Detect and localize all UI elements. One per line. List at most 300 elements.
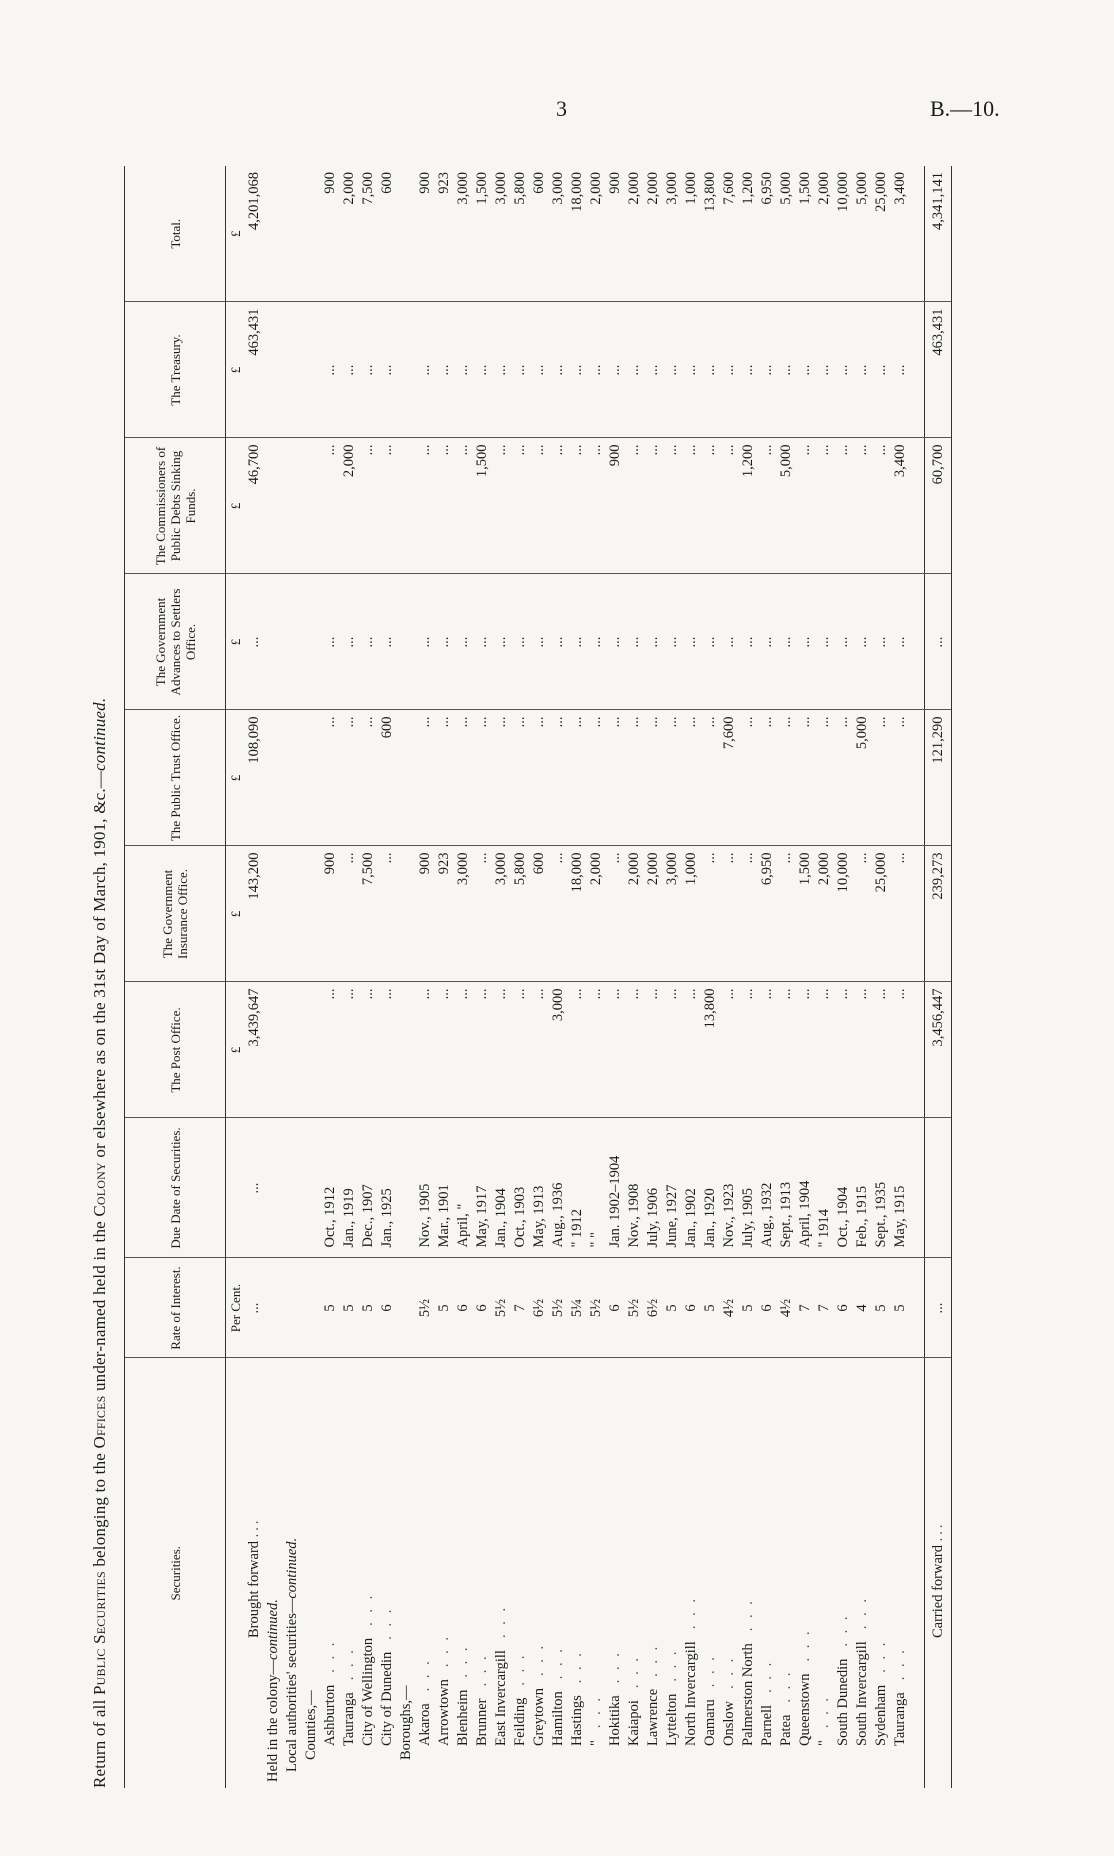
commissioners-value: ...	[492, 438, 511, 574]
commissioners-value: ...	[435, 438, 454, 574]
header-advances-office: The Government Advances to Settlers Office.	[125, 574, 226, 710]
security-name-text: Onslow	[721, 1700, 737, 1746]
insurance-value: 2,000	[815, 846, 834, 982]
post-office-value: ...	[454, 982, 473, 1118]
rate-of-interest: 6	[758, 1258, 777, 1358]
table-row	[416, 166, 435, 1788]
table-row	[530, 166, 549, 1788]
insurance-value: 2,000	[587, 846, 606, 982]
rate-of-interest: 7	[511, 1258, 530, 1358]
security-name	[378, 1358, 397, 1788]
cell	[264, 982, 283, 1118]
security-name	[321, 1358, 340, 1788]
total-value: 600	[378, 166, 397, 302]
dots: ...	[929, 1302, 946, 1314]
due-date: May, 1913	[530, 1118, 549, 1258]
due-date: Jan., 1904	[492, 1118, 511, 1258]
post-office-value: ...	[587, 982, 606, 1118]
security-name	[625, 1358, 644, 1788]
heading-text: continued.	[265, 1599, 281, 1660]
cell	[302, 574, 321, 710]
advances-value: ...	[321, 574, 340, 710]
commissioners-value: ...	[720, 438, 739, 574]
cell	[397, 438, 416, 574]
treasury-value: ...	[359, 302, 378, 438]
security-name	[473, 1358, 492, 1788]
rate-of-interest: 5½	[492, 1258, 511, 1358]
total-value: 5,800	[511, 166, 530, 302]
commissioners-value: ...	[359, 438, 378, 574]
security-name-text: Palmerston North	[740, 1643, 756, 1746]
cell	[226, 1358, 246, 1788]
total-value: 18,000	[568, 166, 587, 302]
dots: ...	[246, 1517, 262, 1538]
security-name	[720, 1358, 739, 1788]
security-name	[492, 1358, 511, 1788]
due-date: Mar., 1901	[435, 1118, 454, 1258]
title-text: continued.	[90, 697, 109, 771]
table-row	[321, 166, 340, 1788]
title-text: under-named held in the	[90, 1216, 109, 1396]
rate-of-interest: 4½	[720, 1258, 739, 1358]
public-trust-value: ...	[606, 710, 625, 846]
header-treasury: The Treasury.	[125, 302, 226, 438]
rate-of-interest: 5½	[549, 1258, 568, 1358]
advances-value: ...	[834, 574, 853, 710]
rate-of-interest: 5	[435, 1258, 454, 1358]
security-name-text: City of Dunedin	[379, 1651, 395, 1746]
table-row	[378, 166, 397, 1788]
cell	[910, 1118, 925, 1258]
cell	[910, 1358, 925, 1788]
public-trust-value: ...	[568, 710, 587, 846]
advances-value: ...	[340, 574, 359, 710]
public-trust-value: ...	[663, 710, 682, 846]
cell	[397, 710, 416, 846]
rotated-table-block	[82, 168, 1002, 1788]
cell	[264, 710, 283, 846]
advances-value: ...	[492, 574, 511, 710]
bf-trust: 108,090	[245, 710, 264, 846]
treasury-value: ...	[853, 302, 872, 438]
total-value: 3,000	[454, 166, 473, 302]
security-name	[511, 1358, 530, 1788]
cell	[910, 982, 925, 1118]
cell	[226, 1118, 246, 1258]
table-row	[606, 166, 625, 1788]
security-name-text: Ashburton	[322, 1684, 338, 1746]
rate-of-interest: 5	[872, 1258, 891, 1358]
insurance-value: 600	[530, 846, 549, 982]
commissioners-value: ...	[587, 438, 606, 574]
post-office-value: ...	[796, 982, 815, 1118]
post-office-value: ...	[378, 982, 397, 1118]
treasury-value: ...	[530, 302, 549, 438]
cell	[283, 574, 302, 710]
security-name-text: "	[816, 1740, 832, 1746]
unit-commissioners: £	[226, 438, 246, 574]
heading-text: continued.	[284, 1537, 300, 1599]
insurance-value: ...	[739, 846, 758, 982]
heading-row-counties	[302, 166, 321, 1788]
advances-value: ...	[378, 574, 397, 710]
advances-value: ...	[416, 574, 435, 710]
table-row	[853, 166, 872, 1788]
rate-of-interest: 6	[473, 1258, 492, 1358]
treasury-value: ...	[720, 302, 739, 438]
post-office-value: ...	[340, 982, 359, 1118]
security-name-text: Hamilton	[550, 1691, 566, 1746]
rate-of-interest: 6½	[530, 1258, 549, 1358]
rate-of-interest: 7	[796, 1258, 815, 1358]
cell	[302, 1118, 321, 1258]
commissioners-value: ...	[511, 438, 530, 574]
insurance-value: ...	[606, 846, 625, 982]
treasury-value: ...	[473, 302, 492, 438]
cf-treasury: 463,431	[925, 302, 952, 438]
cell	[910, 438, 925, 574]
security-name-text: Tauranga	[892, 1692, 908, 1746]
due-date: Oct., 1904	[834, 1118, 853, 1258]
insurance-value: 10,000	[834, 846, 853, 982]
insurance-value: ...	[340, 846, 359, 982]
public-trust-value: ...	[758, 710, 777, 846]
total-value: 6,950	[758, 166, 777, 302]
unit-treasury: £	[226, 302, 246, 438]
treasury-value: ...	[663, 302, 682, 438]
treasury-value: ...	[758, 302, 777, 438]
total-value: 900	[416, 166, 435, 302]
public-trust-value: ...	[587, 710, 606, 846]
total-value: 1,500	[796, 166, 815, 302]
post-office-value: ...	[321, 982, 340, 1118]
advances-value: ...	[853, 574, 872, 710]
security-name	[815, 1358, 834, 1788]
title-text: belonging to the	[90, 1448, 109, 1572]
cell	[283, 710, 302, 846]
cell	[910, 166, 925, 302]
due-date: July, 1905	[739, 1118, 758, 1258]
header-public-trust: The Public Trust Office.	[125, 710, 226, 846]
leader-dots: . . .	[417, 1658, 433, 1692]
cell	[264, 574, 283, 710]
leader-dots: . . .	[797, 1628, 813, 1662]
post-office-value: ...	[416, 982, 435, 1118]
security-name-text: Kaiapoi	[626, 1700, 642, 1746]
cell	[397, 1118, 416, 1258]
cell	[925, 1258, 952, 1358]
insurance-value: ...	[549, 846, 568, 982]
advances-value: ...	[701, 574, 720, 710]
total-value: 10,000	[834, 166, 853, 302]
insurance-value: 1,000	[682, 846, 701, 982]
security-name	[435, 1358, 454, 1788]
public-trust-value: 7,600	[720, 710, 739, 846]
security-name-text: South Invercargill	[854, 1641, 870, 1746]
treasury-value: ...	[454, 302, 473, 438]
cf-advances: ...	[925, 574, 952, 710]
cell	[302, 166, 321, 302]
due-date: Aug., 1932	[758, 1118, 777, 1258]
due-date: July, 1906	[644, 1118, 663, 1258]
due-date: Aug., 1936	[549, 1118, 568, 1258]
leader-dots: . . .	[322, 1639, 338, 1673]
leader-dots: . . .	[626, 1654, 642, 1689]
security-name	[606, 1358, 625, 1788]
due-date: Oct., 1903	[511, 1118, 530, 1258]
unit-rate: Per Cent.	[226, 1258, 246, 1358]
rate-of-interest: 5½	[587, 1258, 606, 1358]
cell	[264, 1258, 283, 1358]
security-name-text: Akaroa	[417, 1703, 433, 1746]
public-trust-value: ...	[416, 710, 435, 846]
due-date: Sept., 1913	[777, 1118, 796, 1258]
header-commissioners: The Commissioners of Public Debts Sinking Funds.	[125, 438, 226, 574]
treasury-value: ...	[511, 302, 530, 438]
leader-dots: . . .	[341, 1647, 357, 1681]
commissioners-value: ...	[625, 438, 644, 574]
leader-dots: . . .	[607, 1650, 623, 1684]
security-name	[853, 1358, 872, 1788]
public-trust-value: ...	[321, 710, 340, 846]
rate-of-interest: 7	[815, 1258, 834, 1358]
spacer-row	[910, 166, 925, 1788]
header-total: Total.	[125, 166, 226, 302]
due-date: Nov., 1905	[416, 1118, 435, 1258]
rate-of-interest: 4½	[777, 1258, 796, 1358]
cell	[264, 846, 283, 982]
leader-dots: . . .	[778, 1669, 794, 1703]
header-post-office: The Post Office.	[125, 982, 226, 1118]
leader-dots: . . .	[588, 1694, 604, 1729]
due-date: Nov., 1923	[720, 1118, 739, 1258]
security-name	[359, 1358, 378, 1788]
post-office-value: ...	[568, 982, 587, 1118]
cell	[245, 1118, 264, 1258]
rate-of-interest: 4	[853, 1258, 872, 1358]
cell	[910, 302, 925, 438]
public-trust-value: ...	[872, 710, 891, 846]
total-value: 3,000	[663, 166, 682, 302]
post-office-value: ...	[720, 982, 739, 1118]
leader-dots: . . .	[436, 1634, 452, 1668]
treasury-value: ...	[587, 302, 606, 438]
security-name	[777, 1358, 796, 1788]
cell	[302, 846, 321, 982]
advances-value: ...	[720, 574, 739, 710]
security-name-text: Tauranga	[341, 1692, 357, 1746]
insurance-value: 25,000	[872, 846, 891, 982]
dots: ...	[929, 1521, 946, 1542]
due-date: Feb., 1915	[853, 1118, 872, 1258]
insurance-value: ...	[720, 846, 739, 982]
advances-value: ...	[777, 574, 796, 710]
bf-total: 4,201,068	[245, 166, 264, 302]
post-office-value: ...	[682, 982, 701, 1118]
cell	[397, 846, 416, 982]
commissioners-value: ...	[663, 438, 682, 574]
total-value: 3,000	[549, 166, 568, 302]
treasury-value: ...	[777, 302, 796, 438]
cell	[302, 302, 321, 438]
header-insurance-office: The Government Insurance Office.	[125, 846, 226, 982]
cf-commissioners: 60,700	[925, 438, 952, 574]
due-date: Dec., 1907	[359, 1118, 378, 1258]
treasury-value: ...	[834, 302, 853, 438]
post-office-value: ...	[530, 982, 549, 1118]
insurance-value: ...	[378, 846, 397, 982]
table-row	[720, 166, 739, 1788]
dots: ...	[246, 1302, 262, 1314]
public-trust-value: ...	[435, 710, 454, 846]
treasury-value: ...	[378, 302, 397, 438]
total-value: 13,800	[701, 166, 720, 302]
leader-dots: . . .	[474, 1653, 490, 1687]
commissioners-value: ...	[378, 438, 397, 574]
brought-forward-row	[245, 166, 264, 1788]
advances-value: ...	[815, 574, 834, 710]
cell	[397, 574, 416, 710]
cell	[910, 710, 925, 846]
security-name-text: Hastings	[569, 1695, 585, 1746]
rate-of-interest: 5	[321, 1258, 340, 1358]
rate-of-interest: 5½	[416, 1258, 435, 1358]
leader-dots: . . .	[493, 1604, 509, 1639]
leader-dots: . . .	[379, 1606, 395, 1640]
post-office-value: 3,000	[549, 982, 568, 1118]
security-name	[796, 1358, 815, 1788]
rate-of-interest: 5	[891, 1258, 910, 1358]
leader-dots: . . .	[664, 1648, 680, 1682]
heading-row-held	[264, 166, 283, 1788]
cf-insurance: 239,273	[925, 846, 952, 982]
total-value: 2,000	[625, 166, 644, 302]
total-value: 1,000	[682, 166, 701, 302]
table-row	[511, 166, 530, 1788]
cell	[283, 982, 302, 1118]
advances-value: ...	[682, 574, 701, 710]
treasury-value: ...	[891, 302, 910, 438]
cell	[910, 574, 925, 710]
insurance-value: 900	[416, 846, 435, 982]
due-date: May, 1917	[473, 1118, 492, 1258]
cell	[264, 302, 283, 438]
leader-dots: . . .	[854, 1596, 870, 1630]
label-text: Brought forward	[246, 1540, 262, 1638]
public-trust-value: ...	[815, 710, 834, 846]
insurance-value: 3,000	[492, 846, 511, 982]
security-name	[663, 1358, 682, 1788]
rate-of-interest: 6	[378, 1258, 397, 1358]
security-name-text: Parnell	[759, 1704, 775, 1746]
commissioners-value: ...	[454, 438, 473, 574]
total-value: 5,000	[777, 166, 796, 302]
total-value: 5,000	[853, 166, 872, 302]
treasury-value: ...	[568, 302, 587, 438]
unit-trust: £	[226, 710, 246, 846]
post-office-value: ...	[511, 982, 530, 1118]
heading-boroughs: Boroughs,—	[398, 1685, 414, 1760]
cell	[245, 1258, 264, 1358]
table-row	[739, 166, 758, 1788]
due-date: " "	[587, 1118, 606, 1258]
unit-insurance: £	[226, 846, 246, 982]
post-office-value: ...	[739, 982, 758, 1118]
bf-post: 3,439,647	[245, 982, 264, 1118]
header-rate: Rate of Interest.	[125, 1258, 226, 1358]
security-name-text: North Invercargill	[683, 1641, 699, 1746]
header-row	[125, 166, 226, 1788]
security-name-text: Arrowtown	[436, 1679, 452, 1746]
due-date: Jan., 1925	[378, 1118, 397, 1258]
table-row	[891, 166, 910, 1788]
post-office-value: ...	[359, 982, 378, 1118]
advances-value: ...	[872, 574, 891, 710]
heading-counties: Counties,—	[303, 1690, 319, 1760]
cell	[925, 1118, 952, 1258]
commissioners-value: ...	[682, 438, 701, 574]
unit-post: £	[226, 982, 246, 1118]
security-name-text: Greytown	[531, 1688, 547, 1746]
commissioners-value: ...	[758, 438, 777, 574]
advances-value: ...	[625, 574, 644, 710]
security-name-text: Brunner	[474, 1698, 490, 1746]
security-name	[758, 1358, 777, 1788]
treasury-value: ...	[435, 302, 454, 438]
page-title	[82, 168, 124, 1788]
due-date: " 1912	[568, 1118, 587, 1258]
security-name	[340, 1358, 359, 1788]
table-row	[796, 166, 815, 1788]
advances-value: ...	[473, 574, 492, 710]
table-row	[834, 166, 853, 1788]
leader-dots: . . .	[360, 1592, 376, 1626]
treasury-value: ...	[625, 302, 644, 438]
table-row	[549, 166, 568, 1788]
security-name-text: East Invercargill	[493, 1650, 509, 1746]
public-trust-value: ...	[530, 710, 549, 846]
security-name	[568, 1358, 587, 1788]
public-trust-value: ...	[777, 710, 796, 846]
total-value: 1,500	[473, 166, 492, 302]
security-name	[701, 1358, 720, 1788]
commissioners-value: ...	[796, 438, 815, 574]
cell	[302, 710, 321, 846]
units-row	[226, 166, 246, 1788]
security-name	[682, 1358, 701, 1788]
leader-dots: . . .	[550, 1646, 566, 1680]
advances-value: ...	[606, 574, 625, 710]
title-text: Public Securities	[90, 1571, 109, 1696]
commissioners-value: 900	[606, 438, 625, 574]
leader-dots: . . .	[531, 1642, 547, 1676]
public-trust-value: ...	[359, 710, 378, 846]
due-date: Jan., 1920	[701, 1118, 720, 1258]
rate-of-interest: 6	[454, 1258, 473, 1358]
table-row	[587, 166, 606, 1788]
cell	[302, 438, 321, 574]
security-name-text: Sydenham	[873, 1684, 889, 1746]
leader-dots: . . .	[721, 1655, 737, 1689]
security-name-text: Feilding	[512, 1697, 528, 1746]
rate-of-interest: 5	[340, 1258, 359, 1358]
public-trust-value: ...	[473, 710, 492, 846]
security-name	[834, 1358, 853, 1788]
treasury-value: ...	[796, 302, 815, 438]
table-row	[359, 166, 378, 1788]
public-trust-value: ...	[891, 710, 910, 846]
advances-value: ...	[796, 574, 815, 710]
